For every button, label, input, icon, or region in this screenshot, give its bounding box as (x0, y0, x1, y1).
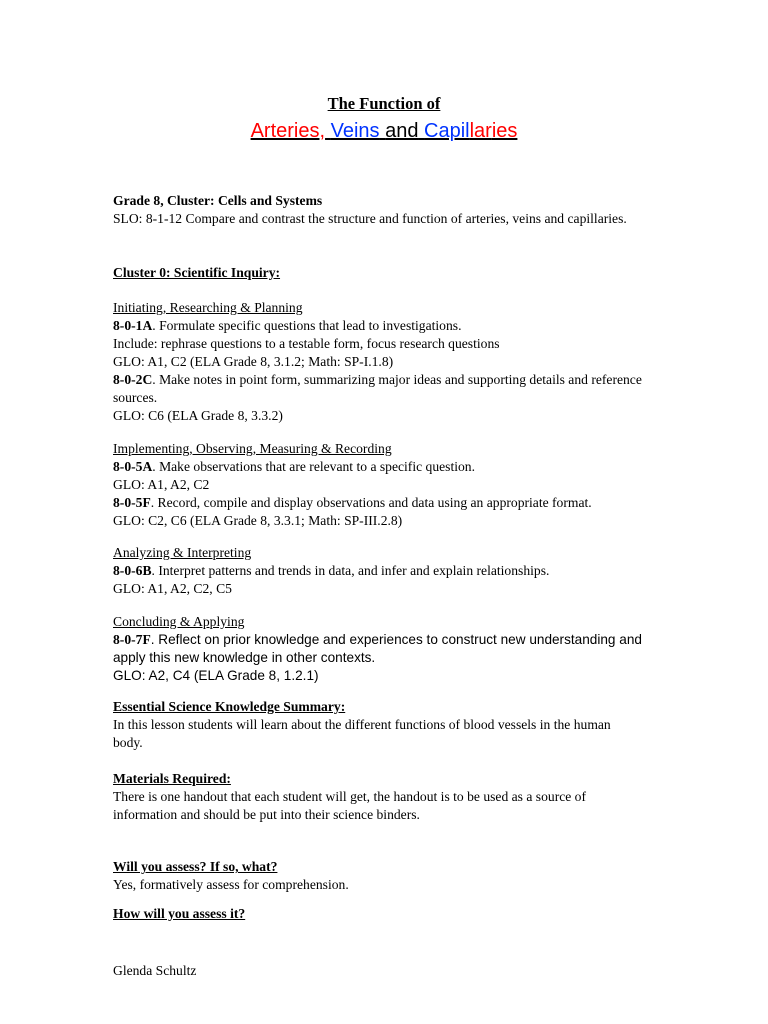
title-capil: Capil (424, 120, 470, 142)
materials-section (113, 770, 643, 824)
cluster0-heading: Cluster 0: Scientific Inquiry: (113, 265, 281, 280)
title-line-1: The Function of (327, 94, 441, 113)
how-assess-section (113, 905, 643, 923)
glo-806b: GLO: A1, A2, C2, C5 (113, 581, 232, 596)
include-text: Include: rephrase questions to a testable form, focus research questions (113, 336, 500, 351)
assess-text: Yes, formatively assess for comprehension. (113, 877, 349, 892)
essential-text: In this lesson students will learn about the different functions of blood vessels in the human body. (113, 717, 611, 750)
assess-heading: Will you assess? If so, what? (113, 859, 278, 874)
title-ies: ies (491, 120, 518, 142)
glo-801a: GLO: A1, C2 (ELA Grade 8, 3.1.2; Math: SP-I.1.8) (113, 354, 394, 369)
outcome-805a: 8-0-5A. Make observations that are relevant to a specific question. (113, 459, 476, 474)
glo-805a: GLO: A1, A2, C2 (113, 477, 210, 492)
grade-section (113, 192, 643, 228)
glo-805f: GLO: C2, C6 (ELA Grade 8, 3.3.1; Math: SP-III.2.8) (113, 513, 403, 528)
title-lar: lar (469, 120, 492, 142)
author-name: Glenda Schultz (113, 963, 197, 978)
essential-section (113, 698, 643, 752)
initiating-section (113, 299, 643, 425)
title-line-2 (0, 118, 768, 144)
outcome-806b: 8-0-6B. Interpret patterns and trends in data, and infer and explain relationships. (113, 563, 550, 578)
outcome-802c: 8-0-2C. Make notes in point form, summarizing major ideas and supporting details and reference sources. (113, 372, 642, 405)
materials-heading: Materials Required: (113, 771, 231, 786)
slo-text: SLO: 8-1-12 Compare and contrast the structure and function of arteries, veins and capillaries. (113, 211, 627, 226)
title-veins: Veins (330, 120, 380, 142)
initiating-heading: Initiating, Researching & Planning (113, 300, 303, 315)
essential-heading: Essential Science Knowledge Summary: (113, 699, 346, 714)
title-and: and (385, 120, 419, 142)
author-section (113, 962, 643, 980)
materials-text: There is one handout that each student will get, the handout is to be used as a source of information and should be put into their science binders. (113, 789, 587, 822)
outcome-801a: 8-0-1A. Formulate specific questions that lead to investigations. (113, 318, 462, 333)
grade-heading: Grade 8, Cluster: Cells and Systems (113, 193, 323, 208)
glo-807f: GLO: A2, C4 (ELA Grade 8, 1.2.1) (113, 668, 319, 683)
implementing-heading: Implementing, Observing, Measuring & Recording (113, 441, 392, 456)
implementing-section (113, 440, 643, 530)
title-arteries: Arteries, (250, 120, 326, 142)
outcome-807f: 8-0-7F. Reflect on prior knowledge and experiences to construct new understanding and apply this new knowledge in other contexts. (113, 632, 642, 665)
concluding-heading: Concluding & Applying (113, 614, 245, 629)
how-assess-heading: How will you assess it? (113, 906, 246, 921)
glo-802c: GLO: C6 (ELA Grade 8, 3.3.2) (113, 408, 283, 423)
outcome-805f: 8-0-5F. Record, compile and display observations and data using an appropriate format. (113, 495, 592, 510)
assess-section (113, 858, 643, 894)
analyzing-section (113, 544, 643, 598)
concluding-section (113, 613, 643, 685)
analyzing-heading: Analyzing & Interpreting (113, 545, 252, 560)
